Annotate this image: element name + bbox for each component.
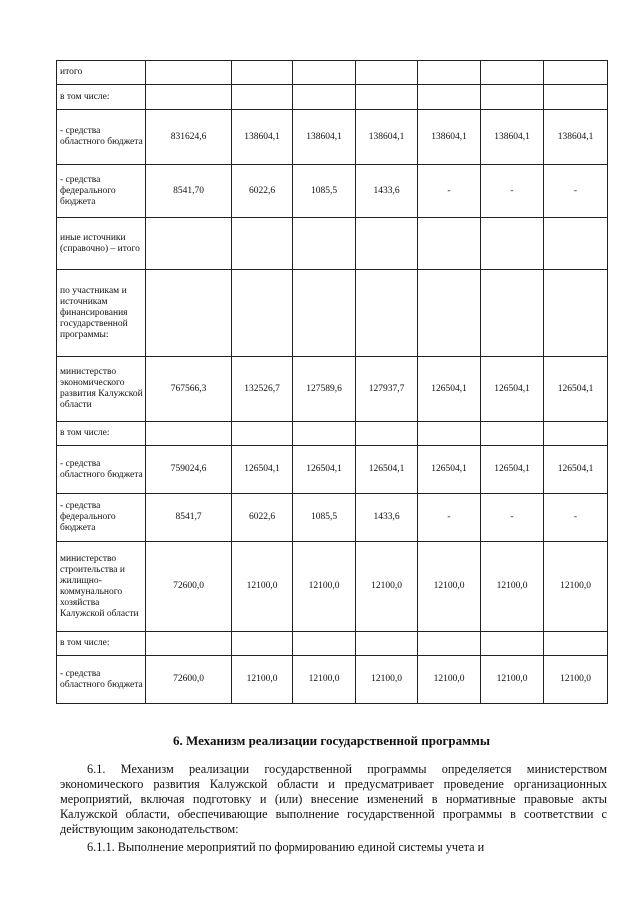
table-cell: 138604,1 (544, 110, 608, 165)
table-row (57, 218, 608, 270)
table-row (57, 494, 608, 542)
table-cell: 126504,1 (293, 446, 356, 494)
table-row (57, 422, 608, 446)
table-cell: - (481, 165, 544, 218)
table-cell: 126504,1 (544, 446, 608, 494)
row-label: - средства федерального бюджета (57, 165, 146, 218)
table-cell: 126504,1 (356, 446, 418, 494)
table-row (57, 110, 608, 165)
table-cell (232, 218, 293, 270)
table-cell (232, 85, 293, 110)
table-cell: 126504,1 (232, 446, 293, 494)
table-cell: 12100,0 (356, 656, 418, 704)
table-cell: 127589,6 (293, 357, 356, 422)
table-cell (481, 61, 544, 85)
table-cell: - (481, 494, 544, 542)
table-cell: 12100,0 (481, 656, 544, 704)
table-row (57, 632, 608, 656)
row-label: - средства областного бюджета (57, 446, 146, 494)
table-cell: 126504,1 (544, 357, 608, 422)
row-label: министерство строительства и жилищно-коммунального хозяйства Калужской области (57, 542, 146, 632)
row-label: министерство экономического развития Калужской области (57, 357, 146, 422)
table-cell (293, 422, 356, 446)
row-label: итого (57, 61, 146, 85)
row-label: иные источники (справочно) – итого (57, 218, 146, 270)
table-cell: 12100,0 (293, 542, 356, 632)
table-cell (544, 270, 608, 357)
table-cell: 12100,0 (418, 542, 481, 632)
table-cell: 8541,7 (146, 494, 232, 542)
table-cell (293, 85, 356, 110)
table-cell (146, 270, 232, 357)
table-cell: 72600,0 (146, 542, 232, 632)
table-cell (481, 270, 544, 357)
table-cell: 1085,5 (293, 165, 356, 218)
table-cell (146, 61, 232, 85)
table-cell (481, 218, 544, 270)
table-cell (356, 422, 418, 446)
table-cell: 6022,6 (232, 165, 293, 218)
paragraph-6-1-1: 6.1.1. Выполнение мероприятий по формированию единой системы учета и (87, 840, 485, 854)
table-cell: 767566,3 (146, 357, 232, 422)
table-cell: 1433,6 (356, 165, 418, 218)
table-cell (232, 61, 293, 85)
table-cell: 132526,7 (232, 357, 293, 422)
table-cell (481, 422, 544, 446)
table-row (57, 656, 608, 704)
table-cell: 12100,0 (544, 542, 608, 632)
table-cell: 12100,0 (232, 542, 293, 632)
table-cell (356, 61, 418, 85)
table-cell: 12100,0 (356, 542, 418, 632)
table-cell: 126504,1 (481, 446, 544, 494)
table-row (57, 61, 608, 85)
table-cell (418, 61, 481, 85)
table-cell: - (418, 494, 481, 542)
table-cell: - (418, 165, 481, 218)
table-cell: 126504,1 (418, 357, 481, 422)
table-cell (418, 85, 481, 110)
table-cell (481, 85, 544, 110)
table-cell: 72600,0 (146, 656, 232, 704)
table-cell: 138604,1 (232, 110, 293, 165)
row-label: - средства федерального бюджета (57, 494, 146, 542)
table-cell (356, 270, 418, 357)
row-label: по участникам и источникам финансирования государственной программы: (57, 270, 146, 357)
section-title: 6. Механизм реализации государственной программы (173, 733, 490, 748)
table-cell (232, 632, 293, 656)
table-cell (418, 422, 481, 446)
table-cell (232, 422, 293, 446)
row-label: - средства областного бюджета (57, 110, 146, 165)
table-cell (232, 270, 293, 357)
table-cell: 138604,1 (293, 110, 356, 165)
row-label: в том числе: (57, 422, 146, 446)
table-cell: 127937,7 (356, 357, 418, 422)
table-row (57, 357, 608, 422)
table-cell (293, 218, 356, 270)
table-cell (146, 218, 232, 270)
table-cell (293, 61, 356, 85)
table-cell: 12100,0 (293, 656, 356, 704)
table-cell: 12100,0 (481, 542, 544, 632)
table-row (57, 165, 608, 218)
table-cell (356, 632, 418, 656)
table-cell (418, 218, 481, 270)
table-cell: 138604,1 (481, 110, 544, 165)
table-cell (418, 632, 481, 656)
table-cell (293, 632, 356, 656)
table-row (57, 446, 608, 494)
table-row (57, 542, 608, 632)
table-cell: 12100,0 (418, 656, 481, 704)
table-cell: 138604,1 (418, 110, 481, 165)
table-cell: - (544, 494, 608, 542)
table-cell (544, 422, 608, 446)
paragraph-6-1: 6.1. Механизм реализации государственной программы определяется министерством экономического развития Калужской области и предусматривает проведение организационных мероприятий, включая подготовку и (или) внесение изменений в нормативные правовые акты Калужской области, обеспечивающие выполнение государственной программы в соответствии с действующим законодательством: (60, 762, 607, 836)
table-cell: 8541,70 (146, 165, 232, 218)
table-cell (544, 218, 608, 270)
table-cell (544, 632, 608, 656)
table-cell (544, 61, 608, 85)
table-cell: 12100,0 (544, 656, 608, 704)
table-cell (356, 85, 418, 110)
table-cell (146, 85, 232, 110)
table-row (57, 270, 608, 357)
table-cell: 138604,1 (356, 110, 418, 165)
table-cell (418, 270, 481, 357)
table-cell (481, 632, 544, 656)
table-cell: 126504,1 (481, 357, 544, 422)
table-cell: - (544, 165, 608, 218)
table-cell: 126504,1 (418, 446, 481, 494)
table-cell: 831624,6 (146, 110, 232, 165)
table-cell (356, 218, 418, 270)
table-cell: 6022,6 (232, 494, 293, 542)
table-cell (146, 422, 232, 446)
table-cell (293, 270, 356, 357)
table-cell: 12100,0 (232, 656, 293, 704)
table-cell: 759024,6 (146, 446, 232, 494)
row-label: в том числе: (57, 85, 146, 110)
financing-table (56, 60, 608, 704)
row-label: в том числе: (57, 632, 146, 656)
table-cell: 1085,5 (293, 494, 356, 542)
table-cell (146, 632, 232, 656)
table-row (57, 85, 608, 110)
row-label: - средства областного бюджета (57, 656, 146, 704)
table-cell: 1433,6 (356, 494, 418, 542)
table-cell (544, 85, 608, 110)
